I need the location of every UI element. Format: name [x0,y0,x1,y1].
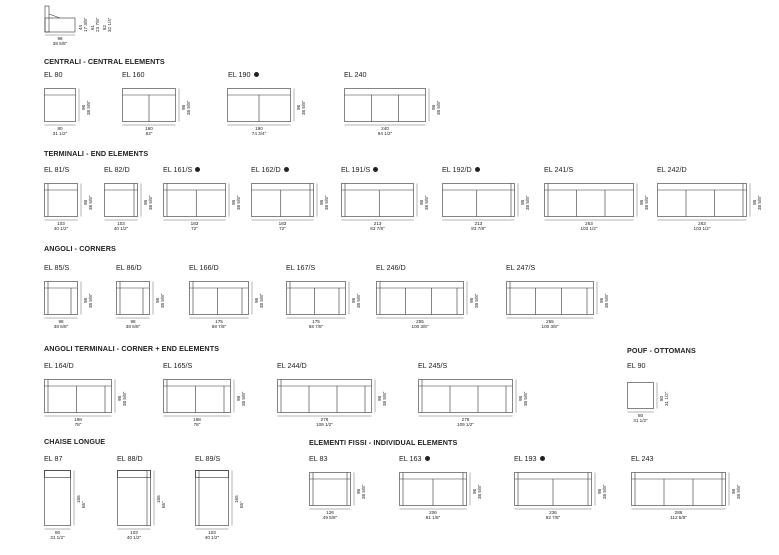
width-cm-value: 98 [58,319,64,324]
element-code: EL 243 [631,454,654,463]
depth-cm-value: 98 [181,104,186,110]
depth-inch-value: 38 5/8" [236,195,241,210]
width-inch-value: 109 1/2" [457,422,474,427]
width-cm-value: 98 [130,319,136,324]
width-cm-value: 240 [381,126,389,131]
element-label [228,70,259,79]
width-cm-value: 80 [57,126,63,131]
element-label [544,165,573,174]
element-label [44,165,69,174]
element-label [309,454,328,463]
depth-cm-value: 98 [231,199,236,205]
width-cm-value: 103 [208,530,216,535]
element-label [277,361,307,370]
depth-inch-value: 38 5/8" [604,293,609,308]
depth-inch-value: 38 5/8" [424,195,429,210]
element-label [44,454,63,463]
width-cm-value: 206 [429,510,437,515]
availability-dot-icon [373,167,378,172]
element-code: EL 164/D [44,361,74,370]
width-inch-value: 103 1/2" [693,226,711,231]
depth-cm-value: 98 [356,488,361,494]
width-inch-value: 103 1/2" [580,226,598,231]
sofa-element-drawing [227,88,291,122]
depth-cm-value: 98 [83,199,88,205]
sofa-element-drawing [277,379,372,413]
depth-cm-value: 98 [472,488,477,494]
element-label [163,361,192,370]
depth-inch-value: 38 5/8" [259,293,264,308]
element-label [163,165,200,174]
width-inch-value: 94 1/2" [377,131,393,136]
profile-back-value: 82 [102,24,107,30]
depth-cm-value: 98 [81,104,86,110]
sofa-element-drawing [122,88,176,122]
element-code: EL 193 [514,454,537,463]
depth-cm-value: 98 [143,199,148,205]
profile-width-inches: 38 5/8" [52,41,68,46]
sofa-element-drawing [163,183,226,217]
width-inch-value: 83 7/8" [471,226,486,231]
width-inch-value: 40 1/2" [53,226,69,231]
sofa-element-drawing [44,183,78,217]
depth-inch-value: 38 5/8" [525,195,530,210]
sofa-element-drawing [117,470,151,526]
element-label [341,165,378,174]
depth-inch-value: 38 5/8" [324,195,329,210]
depth-inch-value: 38 5/8" [361,484,366,499]
depth-inch-value: 38 5/8" [186,100,191,115]
depth-inch-value: 31 1/2" [664,391,669,406]
depth-inch-value: 38 5/8" [474,293,479,308]
profile-arm-inches: 23 7/8" [95,17,100,32]
width-cm-value: 255 [416,319,424,324]
sofa-element-drawing [627,382,654,409]
depth-cm-value: 98 [254,297,259,303]
depth-cm-value: 98 [731,488,736,494]
depth-cm-value: 98 [520,199,525,205]
width-inch-value: 68 7/8" [308,324,324,329]
sofa-element-drawing [341,183,414,217]
width-cm-value: 175 [312,319,320,324]
depth-inch-value: 38 5/8" [160,293,165,308]
element-label [631,454,654,463]
depth-inch-value: 38 5/8" [122,391,127,406]
depth-cm-value: 98 [117,395,122,401]
element-code: EL 242/D [657,165,687,174]
width-cm-value: 213 [474,221,483,226]
depth-inch-value: 38 5/8" [382,391,387,406]
depth-cm-value: 98 [431,104,436,110]
depth-cm-value: 165 [234,495,239,503]
depth-cm-value: 98 [597,488,602,494]
element-code: EL 166/D [189,263,219,272]
element-code: EL 89/S [195,454,221,463]
element-label [104,165,130,174]
profile-back-inches: 32 1/4" [107,17,112,32]
sofa-element-drawing [116,281,150,315]
depth-cm-value: 80 [659,395,664,401]
section-central-title: CENTRALI - CENTRAL ELEMENTS [44,57,165,66]
width-cm-value: 183 [190,221,199,226]
depth-cm-value: 98 [599,297,604,303]
element-code: EL 190 [228,70,251,79]
width-inch-value: 68 7/8" [211,324,227,329]
depth-cm-value: 98 [296,104,301,110]
element-label [657,165,687,174]
section-corner-end-title: ANGOLI TERMINALI - CORNER + END ELEMENTS [44,344,220,353]
element-code: EL 246/D [376,263,406,272]
element-label [376,263,406,272]
element-code: EL 80 [44,70,63,79]
depth-cm-value: 165 [156,495,161,503]
element-label [44,263,69,272]
sofa-element-drawing [286,281,346,315]
width-cm-value: 278 [320,417,329,422]
availability-dot-icon [284,167,289,172]
element-label [399,454,430,463]
width-cm-value: 103 [57,221,65,226]
depth-cm-value: 98 [236,395,241,401]
element-label [44,70,63,79]
width-inch-value: 78" [193,422,201,427]
sofa-element-drawing [44,88,76,122]
width-cm-value: 80 [54,530,61,535]
depth-inch-value: 65" [239,501,244,508]
width-inch-value: 31 1/2" [50,535,65,540]
element-label [418,361,447,370]
width-cm-value: 213 [373,221,382,226]
depth-inch-value: 65" [81,501,86,508]
width-inch-value: 109 1/2" [316,422,333,427]
sofa-element-drawing [44,379,112,413]
profile-seat-value: 44 [78,24,83,30]
element-label [514,454,545,463]
element-label [116,263,142,272]
section-chaise-title: CHAISE LONGUE [44,437,106,446]
element-code: EL 90 [627,361,646,370]
width-inch-value: 72" [191,226,198,231]
width-inch-value: 100 3/8" [411,324,429,329]
width-cm-value: 198 [74,417,82,422]
width-cm-value: 175 [215,319,223,324]
depth-cm-value: 98 [319,199,324,205]
depth-inch-value: 38 5/8" [86,100,91,115]
depth-inch-value: 38 5/8" [523,391,528,406]
element-code: EL 247/S [506,263,536,272]
element-code: EL 192/D [442,165,472,174]
width-inch-value: 38 5/8" [125,324,141,329]
depth-inch-value: 38 5/8" [148,195,153,210]
width-cm-value: 103 [117,221,125,226]
sofa-element-drawing [514,472,592,506]
availability-dot-icon [425,456,430,461]
depth-cm-value: 98 [351,297,356,303]
element-label [627,361,646,370]
width-inch-value: 72" [279,226,286,231]
width-inch-value: 31 1/2" [52,131,68,136]
sofa-element-drawing [344,88,426,122]
sofa-element-drawing [631,472,726,506]
element-label [442,165,480,174]
element-code: EL 81/S [44,165,70,174]
element-label [506,263,535,272]
width-cm-value: 263 [585,221,593,226]
width-inch-value: 74 3/4" [251,131,267,136]
depth-inch-value: 38 5/8" [436,100,441,115]
sofa-element-drawing [309,472,351,506]
availability-dot-icon [254,72,259,77]
element-code: EL 191/S [341,165,371,174]
availability-dot-icon [475,167,480,172]
section-fixed-title: ELEMENTI FISSI - INDIVIDUAL ELEMENTS [309,438,458,447]
width-inch-value: 38 5/8" [53,324,69,329]
depth-inch-value: 38 5/8" [736,484,741,499]
element-code: EL 161/S [163,165,193,174]
width-inch-value: 92 7/8" [545,515,561,520]
sofa-element-drawing [657,183,747,217]
element-code: EL 245/S [418,361,448,370]
width-inch-value: 49 5/8" [322,515,338,520]
element-label [44,361,74,370]
depth-inch-value: 65" [161,501,166,508]
width-cm-value: 255 [546,319,554,324]
section-end-title: TERMINALI - END ELEMENTS [44,149,149,158]
width-inch-value: 83 7/8" [370,226,385,231]
depth-inch-value: 38 5/8" [356,293,361,308]
element-code: EL 165/S [163,361,193,370]
width-cm-value: 286 [674,510,683,515]
sofa-element-drawing [376,281,464,315]
element-code: EL 86/D [116,263,142,272]
sofa-element-drawing [195,470,229,526]
element-label [117,454,143,463]
width-cm-value: 263 [698,221,706,226]
sofa-element-drawing [251,183,314,217]
element-code: EL 244/D [277,361,307,370]
section-corners-title: ANGOLI - CORNERS [44,244,116,253]
depth-cm-value: 98 [419,199,424,205]
width-cm-value: 103 [130,530,138,535]
element-code: EL 83 [309,454,328,463]
element-code: EL 241/S [544,165,574,174]
depth-cm-value: 98 [639,199,644,205]
width-cm-value: 126 [326,510,334,515]
element-code: EL 167/S [286,263,316,272]
depth-inch-value: 38 5/8" [88,195,93,210]
width-cm-value: 183 [278,221,287,226]
section-ottomans-title: POUF - OTTOMANS [627,346,696,355]
depth-cm-value: 98 [83,297,88,303]
sofa-element-drawing [44,281,78,315]
depth-cm-value: 98 [752,199,757,205]
element-label [286,263,315,272]
width-cm-value: 80 [637,413,644,418]
depth-inch-value: 38 5/8" [241,391,246,406]
width-inch-value: 40 1/2" [126,535,142,540]
sofa-element-drawing [163,379,231,413]
element-label [344,70,367,79]
depth-inch-value: 38 5/8" [602,484,607,499]
depth-cm-value: 165 [76,495,81,503]
depth-cm-value: 98 [155,297,160,303]
element-code: EL 85/S [44,263,70,272]
width-cm-value: 278 [461,417,470,422]
width-inch-value: 100 3/8" [541,324,559,329]
depth-inch-value: 38 5/8" [477,484,482,499]
sofa-element-drawing [189,281,249,315]
width-inch-value: 31 1/2" [633,418,648,423]
element-code: EL 163 [399,454,422,463]
profile-width-value: 98 [57,36,63,41]
sofa-element-drawing [399,472,467,506]
width-cm-value: 198 [193,417,201,422]
sofa-element-drawing [418,379,513,413]
availability-dot-icon [195,167,200,172]
element-label [122,70,145,79]
depth-cm-value: 98 [377,395,382,401]
element-label [195,454,220,463]
element-code: EL 88/D [117,454,143,463]
width-inch-value: 78" [74,422,82,427]
depth-inch-value: 38 5/8" [644,195,649,210]
sofa-element-drawing [44,470,71,526]
width-inch-value: 63" [145,131,153,136]
profile-arm-value: 61 [90,24,95,30]
sofa-element-drawing [506,281,594,315]
depth-inch-value: 38 5/8" [301,100,306,115]
availability-dot-icon [540,456,545,461]
depth-inch-value: 38 5/8" [88,293,93,308]
sofa-element-drawing [442,183,515,217]
element-code: EL 82/D [104,165,130,174]
width-cm-value: 190 [255,126,263,131]
width-inch-value: 40 1/2" [113,226,129,231]
width-inch-value: 112 5/8" [670,515,687,520]
depth-cm-value: 98 [469,297,474,303]
element-code: EL 240 [344,70,367,79]
element-code: EL 87 [44,454,63,463]
depth-cm-value: 98 [518,395,523,401]
width-cm-value: 236 [549,510,557,515]
sofa-element-drawing [104,183,138,217]
width-cm-value: 160 [145,126,153,131]
sofa-element-drawing [544,183,634,217]
width-inch-value: 40 1/2" [204,535,220,540]
depth-inch-value: 38 5/8" [757,195,762,210]
width-inch-value: 81 1/8" [425,515,441,520]
element-code: EL 160 [122,70,145,79]
side-profile-drawing [40,4,80,36]
profile-seat-inches: 17 3/8" [83,17,88,32]
element-label [189,263,219,272]
element-label [251,165,289,174]
element-code: EL 162/D [251,165,281,174]
